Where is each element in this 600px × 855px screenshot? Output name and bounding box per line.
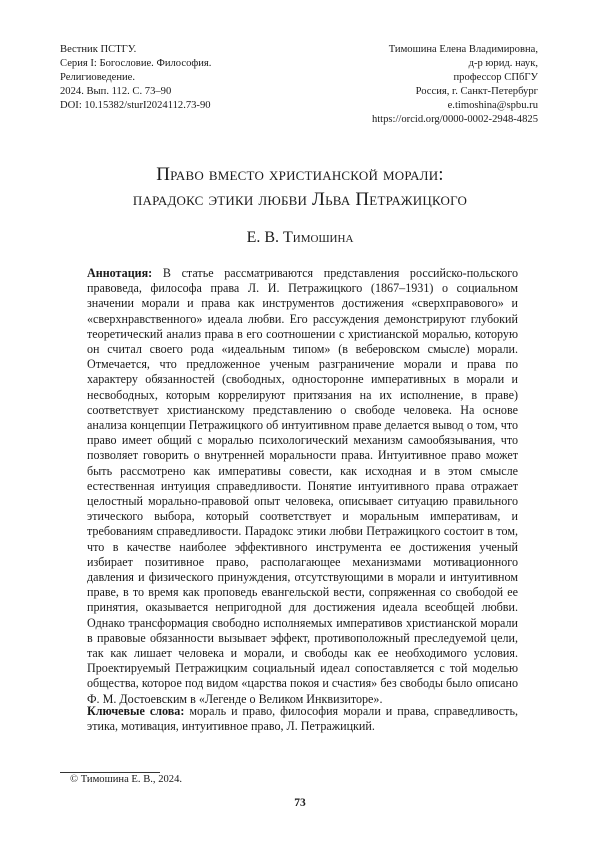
journal-series-cont: Религиоведение. [60, 72, 136, 83]
article-title-line-2: парадокс этики любви Льва Петражицкого [132, 189, 468, 210]
article-title-line-1: Право вместо христианской морали: [156, 164, 444, 185]
copyright-notice: © Тимошина Е. В., 2024. [70, 774, 183, 785]
journal-doi: DOI: 10.15382/sturI2024112.73-90 [60, 100, 211, 111]
keywords-text: мораль и право, философия морали и права, справедливость, этика, мотивация, интуитивное право, Л. Петражицкий. [87, 704, 518, 734]
author-position: профессор СПбГУ [453, 72, 538, 83]
article-title [60, 162, 540, 212]
journal-series: Серия I: Богословие. Философия. [60, 58, 212, 69]
abstract [87, 266, 518, 707]
author-degree: д-р юрид. наук, [468, 58, 538, 69]
footnote-divider [60, 772, 160, 773]
journal-issue: 2024. Вып. 112. С. 73–90 [60, 86, 172, 97]
article-author: Е. В. Тимошина [246, 229, 354, 246]
author-email[interactable]: e.timoshina@spbu.ru [447, 100, 538, 111]
abstract-label: Аннотация: [87, 266, 153, 280]
journal-name: Вестник ПСТГУ. [60, 44, 137, 55]
keywords-label: Ключевые слова: [87, 704, 185, 718]
keywords [87, 704, 518, 734]
author-location: Россия, г. Санкт-Петербург [415, 86, 538, 97]
page-number: 73 [294, 797, 306, 809]
abstract-text: В статье рассматриваются представления российско-польского правоведа, философа права Л. И. Петражицкого (1867–1931) о социальном значении морали и права как инструментов достижения «сверхправового» и «сверхнравственного» идеала любви. Его рассуждения демонстрируют глубокий теоретический анализ права в его соотношении с христианской моралью, которую он считал своего рода «идеальным типом» (в веберовском смысле) морали. Отмечается, что предложенное ученым разграничение морали и права по характеру обязанностей (свободных, односторонне императивных в морали и несвободных, которым коррелируют притязания на их исполнение, в праве) соответствует христианскому представлению о свободе человека. На основе анализа концепции Петражицкого об интуитивном праве делается вывод о том, что право имеет общий с моралью психологический механизм самообязывания, что позволяет говорить о внутренней моральности права. Интуитивное право может быть рассмотрено как императивы совести, как исходная и в этом смысле естественная интуиция справедливости. Понятие интуитивного права отражает целостный морально-правовой опыт человека, описывает ситуацию правильного этического выбора, который соответствует и моральным императивам, и требованиям справедливости. Парадокс этики любви Петражицкого состоит в том, что в качестве наиболее эффективного инструмента ее достижения ученый избирает позитивное право, располагающее механизмами мотивационного давления и физического принуждения, отсутствующими в морали и интуитивном праве, в то время как проповедь евангельской вести, сопряженная со свободой ее принятия, оказывается непригодной для достижения идеала всеобщей любви. Однако трансформация свободно исполняемых императивов христианской морали в правовые обязанности вызывает эффект, противоположный преследуемой цели, так как лишает человека и морали, и свободы как ее необходимого условия. Проектируемый Петражицким социальный идеал сопоставляется с той моделью общества, которое под видом «царства покоя и счастия» без свободы было описано Ф. М. Достоевским в «Легенде о Великом Инквизиторе». [87, 266, 518, 706]
author-info [238, 43, 538, 127]
author-fullname: Тимошина Елена Владимировна, [388, 44, 538, 55]
author-orcid[interactable]: https://orcid.org/0000-0002-2948-4825 [371, 114, 538, 125]
